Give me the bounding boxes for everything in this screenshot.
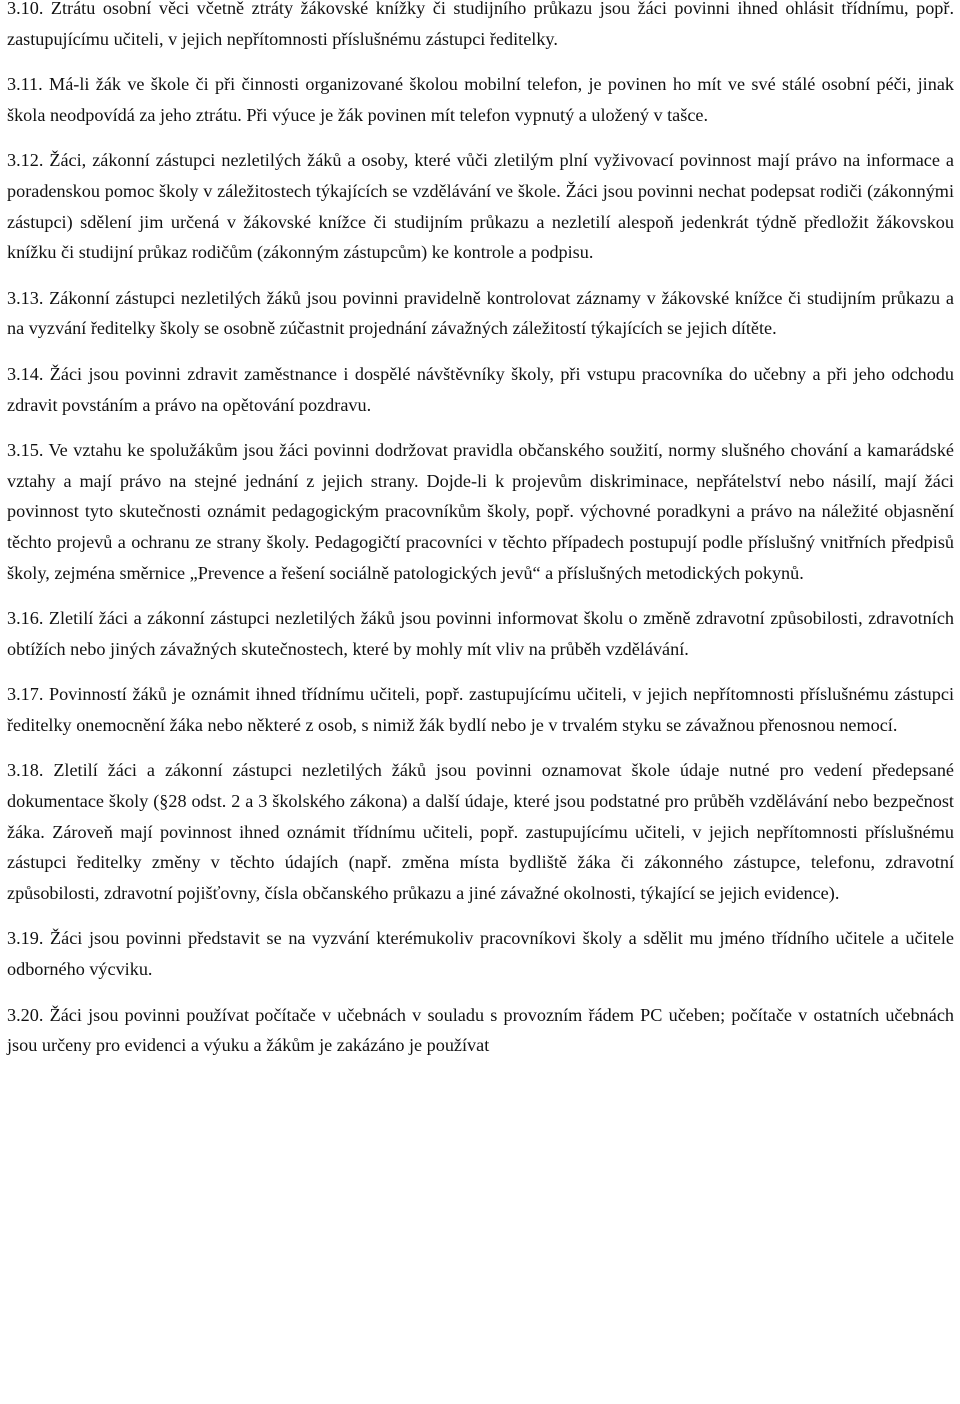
paragraph-3-13: 3.13. Zákonní zástupci nezletilých žáků jsou povinni pravidelně kontrolovat záznamy v žákovské knížce či studijním průkazu a na vyzvání ředitelky školy se osobně zúčastnit projednání závažných záležitostí týkajících se jejich dítěte. <box>7 287 954 339</box>
paragraph-3-10: 3.10. Ztrátu osobní věci včetně ztráty žákovské knížky či studijního průkazu jsou žáci povinni ihned ohlásit třídnímu, popř. zastupujícímu učiteli, v jejich nepřítomnosti příslušnému zástupci ředitelky. <box>7 0 954 49</box>
paragraph-3-18: 3.18. Zletilí žáci a zákonní zástupci nezletilých žáků jsou povinni oznamovat škole údaje nutné pro vedení předepsané dokumentace školy (§28 odst. 2 a 3 školského zákona) a další údaje, které jsou podstatné pro průběh vzdělávání nebo bezpečnost žáka. Zároveň mají povinnost ihned oznámit třídnímu učiteli, popř. zastupujícímu učiteli, v jejich nepřítomnosti příslušnému zástupci ředitelky změny v těchto údajích (např. změna místa bydliště žáka či zákonného zástupce, telefonu, zdravotní způsobilosti, zdravotní pojišťovny, čísla občanského průkazu a jiné závažné okolnosti, týkající se jejich evidence). <box>7 760 954 903</box>
paragraph-3-14: 3.14. Žáci jsou povinni zdravit zaměstnance i dospělé návštěvníky školy, při vstupu pracovníka do učebny a při jeho odchodu zdravit povstáním a právo na opětování pozdravu. <box>7 363 954 415</box>
paragraph-3-12: 3.12. Žáci, zákonní zástupci nezletilých žáků a osoby, které vůči zletilým plní vyživovací povinnost mají právo na informace a poradenskou pomoc školy v záležitostech týkajících se vzdělávání ve škole. Žáci jsou povinni nechat podepsat rodiči (zákonnými zástupci) sdělení jim určená v žákovské knížce či studijním průkazu a nezletilí alespoň jedenkrát týdně předložit žákovskou knížku či studijní průkaz rodičům (zákonným zástupcům) ke kontrole a podpisu. <box>7 150 954 263</box>
paragraph-3-11: 3.11. Má-li žák ve škole či při činnosti organizované školou mobilní telefon, je povinen ho mít ve své stálé osobní péči, jinak škola neodpovídá za jeho ztrátu. Při výuce je žák povinen mít telefon vypnutý a uložený v tašce. <box>7 74 954 125</box>
paragraph-3-20: 3.20. Žáci jsou povinni používat počítače v učebnách v souladu s provozním řádem PC učeben; počítače v ostatních učebnách jsou určeny pro evidenci a výuku a žákům je zakázáno je používat <box>7 1004 954 1056</box>
paragraph-3-17: 3.17. Povinností žáků je oznámit ihned třídnímu učiteli, popř. zastupujícímu učiteli, v jejich nepřítomnosti příslušnému zástupci ředitelky onemocnění žáka nebo některé z osob, s nimiž žák bydlí nebo je v trvalém styku se závažnou přenosnou nemocí. <box>7 684 954 735</box>
paragraph-3-19: 3.19. Žáci jsou povinni představit se na vyzvání kterémukoliv pracovníkovi školy a sdělit mu jméno třídního učitele a učitele odborného výcviku. <box>7 928 954 980</box>
paragraph-3-15: 3.15. Ve vztahu ke spolužákům jsou žáci povinni dodržovat pravidla občanského soužití, normy slušného chování a kamarádské vztahy a mají právo na stejné jednání z jejich strany. Dojde-li k projevům diskriminace, nepřátelství nebo násilí, mají žáci povinnost tyto skutečnosti oznámit pedagogickým pracovníkům školy, popř. výchovné poradkyni a právo na náležité objasnění těchto projevů a ochranu ze strany školy. Pedagogičtí pracovníci v těchto případech postupují podle příslušný vnitřních předpisů školy, zejména směrnice „Prevence a řešení sociálně patologických jevů“ a příslušných metodických pokynů. <box>7 440 954 583</box>
paragraph-3-16: 3.16. Zletilí žáci a zákonní zástupci nezletilých žáků jsou povinni informovat školu o změně zdravotní způsobilosti, zdravotních obtížích nebo jiných závažných skutečnostech, které by mohly mít vliv na průběh vzdělávání. <box>7 608 954 659</box>
